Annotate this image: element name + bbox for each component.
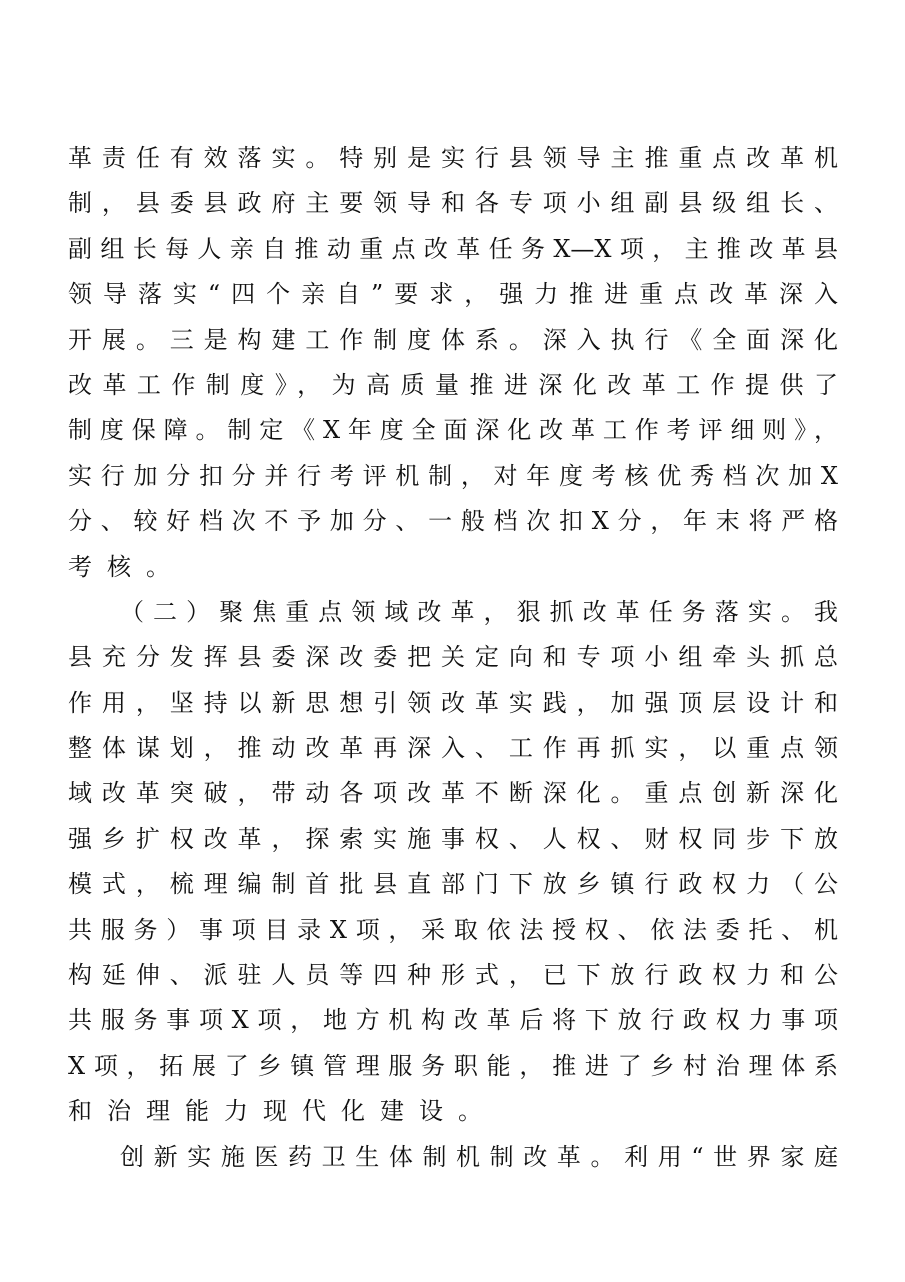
text-line-23: 创新实施医药卫生体制机制改革。利用“世界家庭 [120, 1142, 838, 1171]
text-line-13: 作用，坚持以新思想引领改革实践，加强顶层设计和 [68, 688, 838, 717]
text-line-18: 共服务）事项目录X项，采取依法授权、依法委托、机 [68, 915, 838, 944]
body-text [68, 136, 838, 1180]
text-line-4: 领导落实“四个亲自”要求，强力推进重点改革深入 [68, 280, 838, 309]
text-line-20: 共服务事项X项，地方机构改革后将下放行政权力事项 [68, 1006, 838, 1035]
text-line-11: （二）聚焦重点领域改革，狠抓改革任务落实。我 [120, 597, 838, 626]
text-line-10: 考核。 [68, 552, 185, 581]
text-line-6: 改革工作制度》，为高质量推进深化改革工作提供了 [68, 370, 838, 399]
text-line-17: 模式，梳理编制首批县直部门下放乡镇行政权力（公 [68, 870, 838, 899]
text-line-19: 构延伸、派驻人员等四种形式，已下放行政权力和公 [68, 961, 838, 990]
text-line-7: 制度保障。制定《X年度全面深化改革工作考评细则》， [68, 416, 838, 445]
text-line-21: X项，拓展了乡镇管理服务职能，推进了乡村治理体系 [68, 1051, 838, 1080]
text-line-2: 制，县委县政府主要领导和各专项小组副县级组长、 [68, 189, 838, 218]
text-line-3: 副组长每人亲自推动重点改革任务X—X项，主推改革县 [68, 234, 838, 263]
text-line-5: 开展。三是构建工作制度体系。深入执行《全面深化 [68, 325, 838, 354]
text-line-14: 整体谋划，推动改革再深入、工作再抓实，以重点领 [68, 734, 838, 763]
text-line-9: 分、较好档次不予加分、一般档次扣X分，年末将严格 [68, 507, 838, 536]
text-line-12: 县充分发挥县委深改委把关定向和专项小组牵头抓总 [68, 643, 838, 672]
text-line-22: 和治理能力现代化建设。 [68, 1097, 497, 1126]
text-line-8: 实行加分扣分并行考评机制，对年度考核优秀档次加X [68, 461, 838, 490]
text-line-15: 域改革突破，带动各项改革不断深化。重点创新深化 [68, 779, 838, 808]
text-line-1: 革责任有效落实。特别是实行县领导主推重点改革机 [68, 144, 838, 172]
text-line-16: 强乡扩权改革，探索实施事权、人权、财权同步下放 [68, 824, 838, 853]
